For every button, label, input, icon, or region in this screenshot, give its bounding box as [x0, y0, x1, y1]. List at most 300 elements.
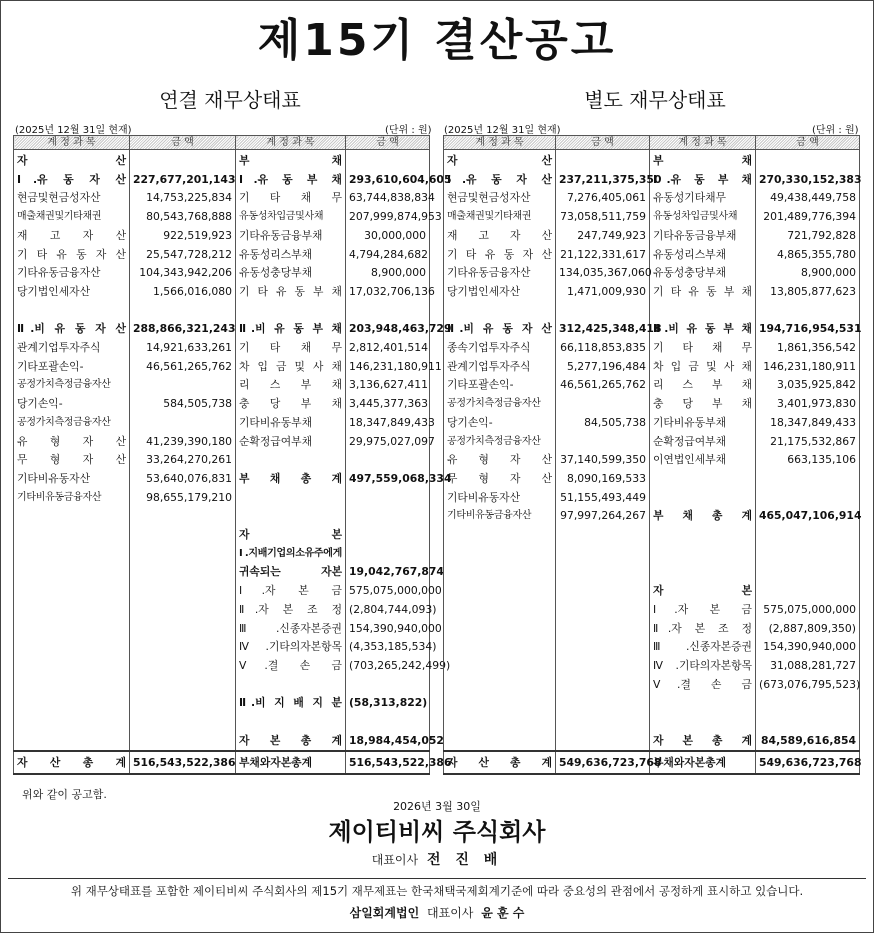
account-cell: 충 당 부 채	[650, 395, 756, 414]
amount-cell: 922,519,923	[130, 227, 236, 246]
account-cell: 부 채 총 계	[236, 470, 346, 489]
table-row	[14, 339, 430, 358]
separate-unit: (단위 : 원)	[812, 125, 859, 136]
account-cell: 유동성리스부채	[236, 246, 346, 265]
separate-title: 별도 재무상태표	[584, 88, 726, 112]
account-cell: 무 형 자 산	[444, 470, 556, 489]
table-row	[444, 246, 860, 265]
amount-cell: 194,716,954,531	[756, 320, 860, 339]
amount-cell	[556, 526, 650, 545]
amount-cell: 21,175,532,867	[756, 433, 860, 452]
table-row	[444, 414, 860, 433]
column-header: 계 정 과 목	[444, 136, 556, 150]
amount-cell	[346, 302, 430, 321]
amount-cell: 84,589,616,854	[756, 732, 860, 752]
table-row	[444, 563, 860, 582]
table-row	[14, 376, 430, 395]
amount-cell	[346, 545, 430, 564]
account-cell: 공정가치측정금융자산	[444, 433, 556, 452]
amount-cell	[556, 150, 650, 171]
account-cell: 기타유동금융부채	[236, 227, 346, 246]
table-row	[14, 171, 430, 190]
amount-cell: 3,445,377,363	[346, 395, 430, 414]
account-cell: 유동성차입금및사채	[650, 208, 756, 227]
account-cell	[14, 526, 130, 545]
column-header: 금 액	[130, 136, 236, 150]
account-cell: Ⅱ.비 유 동 자 산	[14, 320, 130, 339]
total-label-cell: 부채와자본총계	[650, 751, 756, 774]
total-label-cell: 부채와자본총계	[236, 751, 346, 774]
table-row	[14, 189, 430, 208]
table-row	[14, 283, 430, 302]
account-cell	[236, 507, 346, 526]
amount-cell	[556, 638, 650, 657]
amount-cell	[130, 657, 236, 676]
account-cell: 부 채	[650, 150, 756, 171]
account-cell: 차 입 금 및 사 채	[650, 358, 756, 377]
amount-cell	[756, 470, 860, 489]
account-cell: 충 당 부 채	[236, 395, 346, 414]
amount-cell	[130, 302, 236, 321]
account-cell: 공정가치측정금융자산	[14, 376, 130, 395]
amount-cell: 14,921,633,261	[130, 339, 236, 358]
amount-cell	[756, 150, 860, 171]
auditor-ceo-name: 윤 훈 수	[481, 906, 525, 920]
account-cell: Ⅰ.유 동 자 산	[444, 171, 556, 190]
divider	[8, 878, 866, 879]
amount-cell: 1,566,016,080	[130, 283, 236, 302]
amount-cell	[556, 676, 650, 695]
closing-note: 위와 같이 공고함.	[22, 788, 107, 801]
total-amount-cell: 516,543,522,386	[346, 751, 430, 774]
table-header-row	[14, 136, 430, 150]
account-cell: Ⅱ.비 지 배 지 분	[236, 694, 346, 713]
account-cell	[444, 582, 556, 601]
total-row	[444, 751, 860, 774]
account-cell: Ⅱ.자 본 조 정	[650, 620, 756, 639]
table-row	[444, 676, 860, 695]
account-cell	[444, 545, 556, 564]
table-row	[14, 676, 430, 695]
amount-cell: 154,390,940,000	[756, 638, 860, 657]
table-row	[14, 526, 430, 545]
amount-cell: (703,265,242,499)	[346, 657, 430, 676]
table-header-row	[444, 136, 860, 150]
amount-cell: 8,900,000	[756, 264, 860, 283]
amount-cell	[130, 601, 236, 620]
account-cell: 당기손익-	[14, 395, 130, 414]
amount-cell	[556, 620, 650, 639]
account-cell: Ⅰ.자 본 금	[236, 582, 346, 601]
auditor-name: 삼일회계법인	[349, 906, 420, 920]
table-row	[444, 526, 860, 545]
account-cell: Ⅰ.유 동 부 채	[236, 171, 346, 190]
table-row	[14, 414, 430, 433]
amount-cell: 575,075,000,000	[346, 582, 430, 601]
amount-cell: 227,677,201,143	[130, 171, 236, 190]
amount-cell: 18,347,849,433	[346, 414, 430, 433]
table-row	[444, 150, 860, 171]
table-row	[444, 451, 860, 470]
account-cell: 리 스 부 채	[236, 376, 346, 395]
account-cell: 기타비유동금융자산	[14, 489, 130, 508]
amount-cell: 497,559,068,334	[346, 470, 430, 489]
amount-cell	[556, 545, 650, 564]
table-row	[14, 320, 430, 339]
amount-cell: 49,438,449,758	[756, 189, 860, 208]
amount-cell: 33,264,270,261	[130, 451, 236, 470]
column-header: 금 액	[346, 136, 430, 150]
amount-cell: 18,984,454,052	[346, 732, 430, 752]
table-row	[14, 713, 430, 732]
table-row	[14, 433, 430, 452]
amount-cell: 721,792,828	[756, 227, 860, 246]
audit-opinion: 위 재무상태표를 포함한 제이티비씨 주식회사의 제15기 재무제표는 한국채택국제회계기준에 따라 중요성의 관점에서 공정하게 표시하고 있습니다.	[70, 884, 804, 898]
account-cell: 자 본	[236, 526, 346, 545]
amount-cell	[130, 732, 236, 752]
amount-cell	[346, 526, 430, 545]
amount-cell: 146,231,180,911	[756, 358, 860, 377]
account-cell: 공정가치측정금융자산	[14, 414, 130, 433]
account-cell	[236, 302, 346, 321]
amount-cell: 270,330,152,383	[756, 171, 860, 190]
account-cell: 순확정급여부채	[650, 433, 756, 452]
table-row	[444, 470, 860, 489]
auditor-signature	[0, 904, 874, 921]
account-cell: Ⅴ.결 손 금	[236, 657, 346, 676]
account-cell: Ⅱ.비 유 동 부 채	[236, 320, 346, 339]
amount-cell: 8,900,000	[346, 264, 430, 283]
table-row	[14, 657, 430, 676]
account-cell: 무 형 자 산	[14, 451, 130, 470]
consolidated-title: 연결 재무상태표	[159, 88, 301, 112]
amount-cell: 3,035,925,842	[756, 376, 860, 395]
table-row	[14, 302, 430, 321]
table-row	[14, 638, 430, 657]
amount-cell: 146,231,180,911	[346, 358, 430, 377]
amount-cell: 98,655,179,210	[130, 489, 236, 508]
account-cell	[14, 676, 130, 695]
table-row	[444, 657, 860, 676]
account-cell	[650, 694, 756, 713]
table-row	[14, 208, 430, 227]
amount-cell: 46,561,265,762	[130, 358, 236, 377]
table-row	[444, 358, 860, 377]
account-cell: 자 산	[14, 150, 130, 171]
account-cell: 순확정급여부채	[236, 433, 346, 452]
announcement-date: 2026년 3월 30일	[393, 800, 481, 813]
amount-cell: 5,277,196,484	[556, 358, 650, 377]
account-cell: Ⅰ.지배기업의소유주에게	[236, 545, 346, 564]
amount-cell: 66,118,853,835	[556, 339, 650, 358]
amount-cell	[130, 150, 236, 171]
account-cell: 당기법인세자산	[14, 283, 130, 302]
consolidated-balance-sheet	[13, 135, 452, 775]
account-cell: 매출채권및기타채권	[444, 208, 556, 227]
table-row	[444, 302, 860, 321]
account-cell: Ⅳ.기타의자본항목	[236, 638, 346, 657]
table-row	[14, 507, 430, 526]
amount-cell: 63,744,838,834	[346, 189, 430, 208]
table-row	[14, 264, 430, 283]
amount-cell	[556, 732, 650, 752]
account-cell	[444, 620, 556, 639]
amount-cell: 203,948,463,729	[346, 320, 430, 339]
account-cell	[444, 676, 556, 695]
account-cell: Ⅰ.유 동 자 산	[14, 171, 130, 190]
account-cell	[444, 638, 556, 657]
account-cell	[650, 526, 756, 545]
table-row	[444, 171, 860, 190]
account-cell: Ⅱ.자 본 조 정	[236, 601, 346, 620]
total-amount-cell: 549,636,723,768	[556, 751, 650, 774]
account-cell: 기타비유동자산	[14, 470, 130, 489]
account-cell: Ⅲ.신종자본증권	[236, 620, 346, 639]
amount-cell	[346, 676, 430, 695]
account-cell: 종속기업투자주식	[444, 339, 556, 358]
amount-cell: 3,401,973,830	[756, 395, 860, 414]
account-cell	[14, 582, 130, 601]
account-cell: 현금및현금성자산	[14, 189, 130, 208]
amount-cell	[130, 563, 236, 582]
account-cell: 기 타 유 동 자 산	[14, 246, 130, 265]
account-cell: 부 채	[236, 150, 346, 171]
account-cell	[444, 563, 556, 582]
amount-cell: 663,135,106	[756, 451, 860, 470]
account-cell: Ⅲ.신종자본증권	[650, 638, 756, 657]
account-cell: Ⅳ.기타의자본항목	[650, 657, 756, 676]
account-cell	[14, 694, 130, 713]
account-cell: 리 스 부 채	[650, 376, 756, 395]
account-cell	[14, 601, 130, 620]
table-row	[14, 150, 430, 171]
column-header: 금 액	[556, 136, 650, 150]
account-cell: 당기법인세자산	[444, 283, 556, 302]
account-cell: 기 타 채 무	[236, 189, 346, 208]
amount-cell	[756, 302, 860, 321]
amount-cell: 288,866,321,243	[130, 320, 236, 339]
amount-cell: 21,122,331,617	[556, 246, 650, 265]
amount-cell: 53,640,076,831	[130, 470, 236, 489]
amount-cell	[556, 302, 650, 321]
amount-cell: 30,000,000	[346, 227, 430, 246]
amount-cell: (2,804,744,093)	[346, 601, 430, 620]
amount-cell	[556, 657, 650, 676]
account-cell: 관계기업투자주식	[444, 358, 556, 377]
consolidated-date: (2025년 12월 31일 현재)	[15, 125, 132, 136]
amount-cell	[756, 545, 860, 564]
account-cell: 유동성기타채무	[650, 189, 756, 208]
account-cell	[650, 470, 756, 489]
table-row	[14, 489, 430, 508]
account-cell: 기타유동금융자산	[14, 264, 130, 283]
amount-cell	[346, 489, 430, 508]
amount-cell	[130, 694, 236, 713]
account-cell	[444, 732, 556, 752]
amount-cell: 312,425,348,418	[556, 320, 650, 339]
account-cell	[14, 545, 130, 564]
table-row	[14, 358, 430, 377]
amount-cell: 41,239,390,180	[130, 433, 236, 452]
account-cell: 유동성리스부채	[650, 246, 756, 265]
amount-cell: 247,749,923	[556, 227, 650, 246]
amount-cell	[556, 433, 650, 452]
table-row	[444, 694, 860, 713]
account-cell: 유 형 자 산	[14, 433, 130, 452]
amount-cell: 1,861,356,542	[756, 339, 860, 358]
table-row	[14, 545, 430, 564]
amount-cell: 13,805,877,623	[756, 283, 860, 302]
account-cell: 기타비유동부채	[650, 414, 756, 433]
amount-cell	[346, 150, 430, 171]
account-cell: 자 산	[444, 150, 556, 171]
account-cell: 유 형 자 산	[444, 451, 556, 470]
amount-cell: 51,155,493,449	[556, 489, 650, 508]
account-cell: Ⅰ.유 동 부 채	[650, 171, 756, 190]
amount-cell	[756, 582, 860, 601]
account-cell: 자 본 총 계	[236, 732, 346, 752]
table-row	[444, 620, 860, 639]
account-cell	[444, 713, 556, 732]
table-row	[444, 507, 860, 526]
table-row	[444, 264, 860, 283]
amount-cell: 4,794,284,682	[346, 246, 430, 265]
amount-cell: 7,276,405,061	[556, 189, 650, 208]
amount-cell: (2,887,809,350)	[756, 620, 860, 639]
column-header: 계 정 과 목	[14, 136, 130, 150]
amount-cell: 201,489,776,394	[756, 208, 860, 227]
amount-cell	[130, 414, 236, 433]
account-cell	[14, 657, 130, 676]
table-row	[444, 713, 860, 732]
amount-cell	[556, 582, 650, 601]
amount-cell	[556, 694, 650, 713]
account-cell	[650, 545, 756, 564]
amount-cell	[756, 694, 860, 713]
account-cell: 기타비유동금융자산	[444, 507, 556, 526]
account-cell: 기타비유동부채	[236, 414, 346, 433]
amount-cell	[756, 526, 860, 545]
account-cell: Ⅴ.결 손 금	[650, 676, 756, 695]
amount-cell: (58,313,822)	[346, 694, 430, 713]
separate-date: (2025년 12월 31일 현재)	[444, 125, 561, 136]
account-cell: Ⅰ.자 본 금	[650, 601, 756, 620]
account-cell: 차 입 금 및 사 채	[236, 358, 346, 377]
amount-cell	[130, 620, 236, 639]
account-cell: 기 타 채 무	[236, 339, 346, 358]
amount-cell	[130, 582, 236, 601]
amount-cell	[346, 507, 430, 526]
amount-cell	[556, 713, 650, 732]
amount-cell	[346, 713, 430, 732]
account-cell: 재 고 자 산	[444, 227, 556, 246]
account-cell: 기 타 유 동 부 채	[236, 283, 346, 302]
amount-cell	[130, 507, 236, 526]
table-row	[14, 694, 430, 713]
account-cell	[14, 620, 130, 639]
table-row	[444, 227, 860, 246]
table-row	[14, 246, 430, 265]
ceo-name: 전 진 배	[426, 852, 503, 868]
amount-cell: 84,505,738	[556, 414, 650, 433]
company-name: 제이티비씨 주식회사	[328, 818, 546, 846]
table-row	[444, 208, 860, 227]
account-cell: 기타유동금융자산	[444, 264, 556, 283]
ceo-signature	[0, 849, 874, 869]
amount-cell	[756, 489, 860, 508]
account-cell	[14, 302, 130, 321]
amount-cell	[130, 676, 236, 695]
account-cell	[236, 451, 346, 470]
amount-cell: 17,032,706,136	[346, 283, 430, 302]
column-header: 금 액	[756, 136, 860, 150]
account-cell: 이연법인세부채	[650, 451, 756, 470]
amount-cell	[556, 563, 650, 582]
account-cell: Ⅱ.비 유 동 자 산	[444, 320, 556, 339]
amount-cell: 237,211,375,350	[556, 171, 650, 190]
amount-cell: 31,088,281,727	[756, 657, 860, 676]
ceo-title: 대표이사	[371, 853, 419, 867]
table-row	[444, 433, 860, 452]
account-cell	[236, 676, 346, 695]
amount-cell: 2,812,401,514	[346, 339, 430, 358]
table-row	[444, 376, 860, 395]
account-cell	[14, 507, 130, 526]
account-cell	[444, 526, 556, 545]
table-row	[14, 451, 430, 470]
table-row	[444, 320, 860, 339]
amount-cell: 73,058,511,759	[556, 208, 650, 227]
column-header: 계 정 과 목	[650, 136, 756, 150]
amount-cell: (673,076,795,523)	[756, 676, 860, 695]
table-row	[14, 582, 430, 601]
table-row	[444, 545, 860, 564]
account-cell: 유동성충당부채	[236, 264, 346, 283]
amount-cell	[556, 395, 650, 414]
table-row	[14, 601, 430, 620]
table-row	[444, 582, 860, 601]
amount-cell: 19,042,767,874	[346, 563, 430, 582]
amount-cell: 1,471,009,930	[556, 283, 650, 302]
table-row	[14, 620, 430, 639]
auditor-ceo-title: 대표이사	[427, 906, 474, 920]
account-cell: 관계기업투자주식	[14, 339, 130, 358]
account-cell	[444, 694, 556, 713]
table-row	[14, 470, 430, 489]
amount-cell: 575,075,000,000	[756, 601, 860, 620]
account-cell: 현금및현금성자산	[444, 189, 556, 208]
amount-cell: 134,035,367,060	[556, 264, 650, 283]
table-row	[444, 189, 860, 208]
table-row	[14, 227, 430, 246]
amount-cell: 3,136,627,411	[346, 376, 430, 395]
amount-cell: 14,753,225,834	[130, 189, 236, 208]
amount-cell: 207,999,874,953	[346, 208, 430, 227]
total-amount-cell: 516,543,522,386	[130, 751, 236, 774]
amount-cell	[130, 376, 236, 395]
account-cell: 부 채 총 계	[650, 507, 756, 526]
account-cell	[650, 713, 756, 732]
account-cell: 당기손익-	[444, 414, 556, 433]
amount-cell: 4,865,355,780	[756, 246, 860, 265]
account-cell: 재 고 자 산	[14, 227, 130, 246]
table-row	[14, 732, 430, 752]
account-cell: Ⅱ.비 유 동 부 채	[650, 320, 756, 339]
account-cell	[14, 638, 130, 657]
amount-cell: 29,975,027,097	[346, 433, 430, 452]
total-row	[14, 751, 430, 774]
account-cell	[236, 489, 346, 508]
